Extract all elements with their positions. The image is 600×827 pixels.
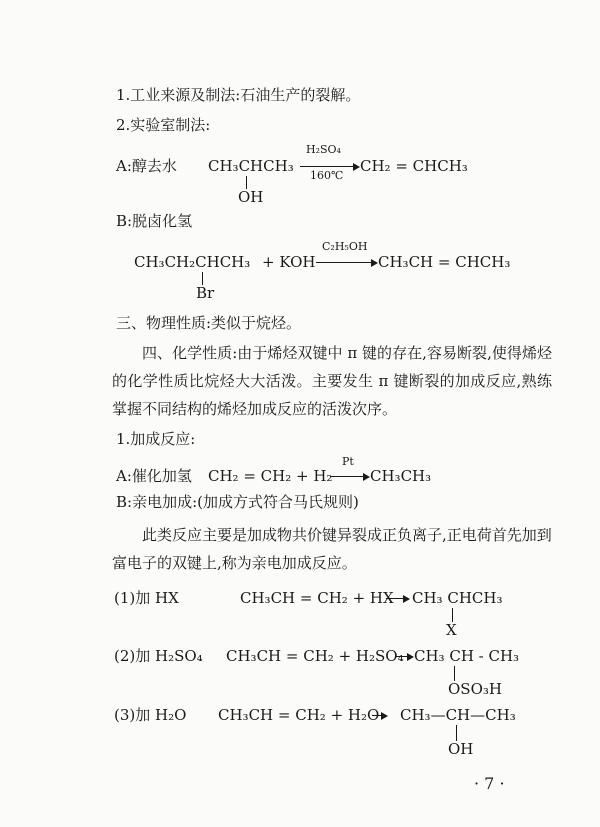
- reaction-1-label: (1)加 HX: [114, 589, 179, 607]
- method-a-condition-top: H₂SO₄: [306, 143, 341, 156]
- method-b-br: Br: [196, 284, 215, 302]
- catalytic-arrow: [330, 476, 368, 477]
- method-a-reactant: CH₃CHCH₃: [208, 157, 294, 175]
- reaction-2-left: CH₃CH = CH₂ + H₂SO₄: [226, 647, 404, 665]
- reaction-1-left: CH₃CH = CH₂ + HX: [240, 589, 394, 607]
- catalytic-product: CH₃CH₃: [370, 467, 432, 485]
- catalytic-equation-left: CH₂ = CH₂ + H₂: [208, 467, 333, 485]
- method-a-condition-bottom: 160℃: [310, 169, 344, 182]
- reaction-3-left: CH₃CH = CH₂ + H₂O: [218, 706, 380, 724]
- reaction-2-product: CH₃ CH - CH₃: [414, 647, 520, 665]
- method-a-product: CH₂ = CHCH₃: [360, 157, 468, 175]
- reaction-2-substituent: OSO₃H: [448, 680, 502, 698]
- reaction-3-label: (3)加 H₂O: [114, 706, 187, 724]
- addition-heading: 1.加成反应:: [116, 430, 196, 448]
- reaction-1-arrow: [386, 598, 408, 599]
- reaction-1-product: CH₃ CHCH₃: [412, 589, 503, 607]
- reaction-3-bond: [456, 725, 457, 741]
- section-2-heading: 2.实验室制法:: [116, 116, 211, 134]
- electrophilic-label: B:亲电加成:(加成方式符合马氏规则): [116, 493, 359, 511]
- method-b-arrow: [316, 262, 376, 263]
- reaction-1-substituent: X: [446, 621, 457, 639]
- method-b-label: B:脱卤化氢: [116, 212, 193, 230]
- section-4-paragraph: 四、化学性质:由于烯烃双键中 π 键的存在,容易断裂,使得烯烃的化学性质比烷烃大大活泼。主要发生 π 键断裂的加成反应,熟练掌握不同结构的烯烃加成反应的活泼次序。: [112, 344, 552, 418]
- reaction-2-label: (2)加 H₂SO₄: [114, 647, 203, 665]
- section-1-heading: 1.工业来源及制法:石油生产的裂解。: [116, 86, 361, 104]
- catalytic-condition: Pt: [342, 455, 354, 468]
- page-number: · 7 ·: [474, 774, 505, 793]
- catalytic-label: A:催化加氢: [116, 467, 192, 485]
- method-b-condition-top: C₂H₅OH: [322, 240, 368, 253]
- method-b-reagent: + KOH: [262, 253, 316, 271]
- method-a-arrow: [300, 166, 358, 167]
- method-a-oh: OH: [238, 188, 264, 206]
- reaction-3-substituent: OH: [448, 740, 474, 758]
- reaction-2-arrow: [396, 656, 412, 657]
- reaction-3-arrow: [372, 715, 386, 716]
- reaction-1-bond: [452, 608, 453, 622]
- method-b-reactant: CH₃CH₂CHCH₃: [134, 253, 251, 271]
- method-a-label: A:醇去水: [116, 157, 177, 175]
- electrophilic-paragraph: 此类反应主要是加成物共价键异裂成正负离子,正电荷首先加到富电子的双键上,称为亲电加成反应。: [112, 526, 552, 572]
- reaction-2-bond: [454, 666, 455, 681]
- reaction-3-product: CH₃—CH—CH₃: [400, 706, 516, 724]
- method-b-product: CH₃CH = CHCH₃: [378, 253, 511, 271]
- section-3-heading: 三、物理性质:类似于烷烃。: [116, 314, 302, 332]
